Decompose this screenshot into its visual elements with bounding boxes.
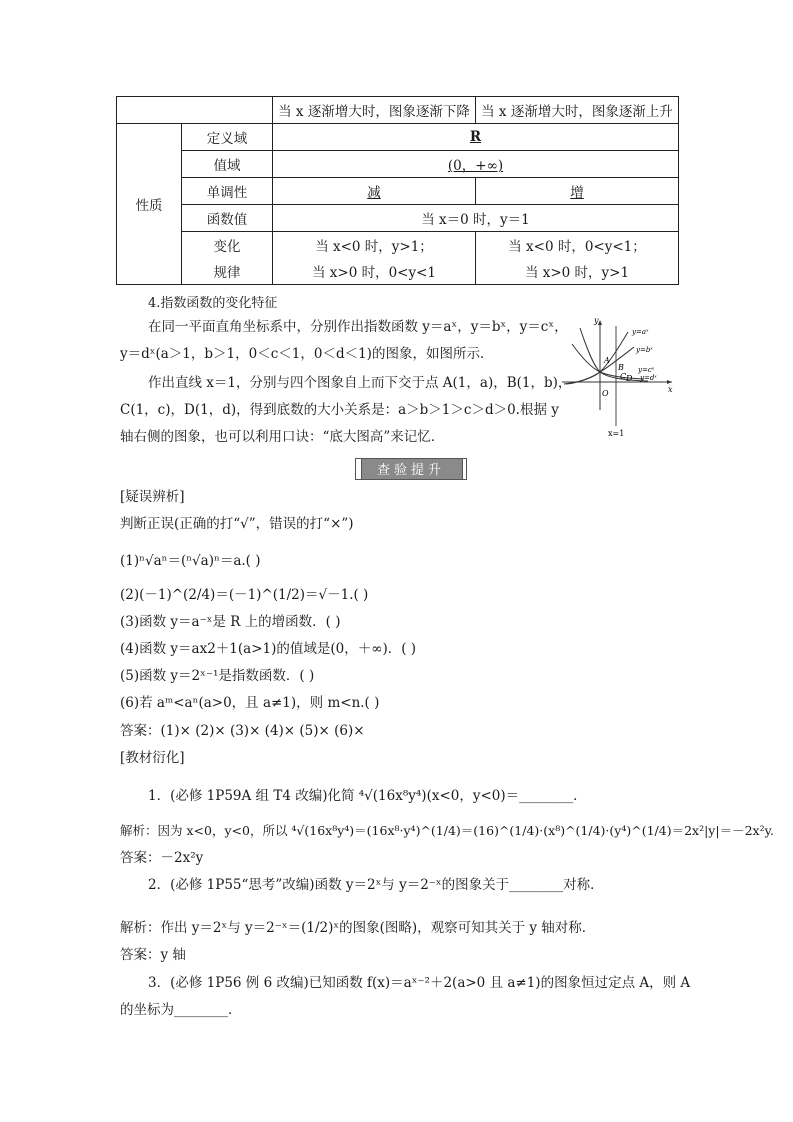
table-corner: [117, 97, 273, 124]
point-d-label: D: [626, 374, 633, 383]
header-increasing: 当 x 逐渐增大时，图象逐渐上升: [476, 97, 679, 124]
exercise-3-line-2: 的坐标为________．: [120, 1002, 242, 1018]
header-decreasing: 当 x 逐渐增大时，图象逐渐下降: [273, 97, 476, 124]
function-value: 当 x＝0 时，y＝1: [273, 205, 679, 232]
curve-d-label: y=dˣ: [640, 374, 657, 382]
change-left-2: 当 x>0 时，0<y<1: [273, 258, 476, 285]
paragraph-line: 作出直线 x＝1，分别与四个图象自上而下交于点 A(1，a)，B(1，b)，: [148, 375, 572, 391]
change-left-1: 当 x<0 时，y>1；: [273, 232, 476, 259]
exercise-1-answer: 答案：－2x²y: [120, 850, 204, 866]
properties-table: [116, 96, 679, 285]
quiz-item-6: (6)若 aᵐ<aⁿ(a>0，且 a≠1)，则 m<n.( ): [120, 695, 380, 711]
x-axis-label: x: [668, 385, 673, 394]
paragraph-line: 轴右侧的图象，也可以利用口诀：“底大图高”来记忆．: [120, 429, 445, 445]
monotone-left: [273, 178, 476, 205]
row-label-monotonicity: 单调性: [182, 178, 273, 205]
section-heading: 4.指数函数的变化特征: [148, 296, 278, 311]
curve-a-label: y=aˣ: [632, 328, 649, 336]
point-c-label: C: [620, 372, 627, 381]
y-axis-label: y: [594, 316, 599, 325]
quiz-item-1: (1)ⁿ√aⁿ＝(ⁿ√a)ⁿ＝a.( ): [120, 553, 261, 569]
monotone-right-text: 增: [570, 185, 584, 201]
exercise-1: 1．(必修 1P59A 组 T4 改编)化简 ⁴√(16x⁸y⁴)(x<0，y<0)＝________．: [148, 788, 587, 804]
monotone-left-text: 减: [367, 185, 381, 201]
row-label-domain: 定义域: [182, 124, 273, 151]
point-b-label: B: [618, 363, 624, 372]
exercise-2: 2．(必修 1P55“思考”改编)函数 y＝2ˣ与 y＝2⁻ˣ的图象关于________对称．: [148, 877, 604, 893]
point-a-label: A: [604, 356, 610, 365]
row-label-range: 值域: [182, 151, 273, 178]
x-axis-arrow: [667, 380, 672, 384]
quiz-intro: 判断正误(正确的打“√”，错误的打“×”): [120, 516, 354, 532]
section-banner: [355, 456, 467, 480]
quiz-item-3: (3)函数 y＝a⁻ˣ是 R 上的增函数．( ): [120, 614, 341, 630]
banner-label: 查验提升: [376, 463, 445, 478]
origin-label: O: [602, 389, 609, 398]
quiz-answer: 答案：(1)× (2)× (3)× (4)× (5)× (6)×: [120, 723, 365, 739]
row-label-function-value: 函数值: [182, 205, 273, 232]
range-value: [273, 151, 679, 178]
range-value-text: (0，+∞): [447, 158, 504, 174]
paragraph-line: 在同一平面直角坐标系中，分别作出指数函数 y＝aˣ，y＝bˣ，y＝cˣ，: [148, 319, 568, 335]
exponential-graph: [560, 314, 680, 440]
domain-value: [273, 124, 679, 151]
curve-c-label: y=cˣ: [638, 366, 655, 374]
line-label: x=1: [608, 429, 625, 438]
textbook-tag: [教材衍化]: [120, 750, 185, 766]
exercise-3-line-1: 3．(必修 1P56 例 6 改编)已知函数 f(x)＝aˣ⁻²＋2(a>0 且 a≠1)的图象恒过定点 A，则 A: [148, 975, 691, 991]
quiz-item-4: (4)函数 y＝ax2＋1(a>1)的值域是(0，＋∞)．( ): [120, 641, 417, 657]
row-label-rule: 规律: [182, 258, 273, 285]
quiz-item-5: (5)函数 y＝2ˣ⁻¹是指数函数．( ): [120, 668, 315, 684]
exercise-2-solution: 解析：作出 y＝2ˣ与 y＝2⁻ˣ＝(1/2)ˣ的图象(图略)，观察可知其关于 y 轴对称．: [120, 920, 596, 936]
change-right-2: 当 x>0 时，y>1: [476, 258, 679, 285]
exercise-1-solution: 解析：因为 x<0，y<0，所以 ⁴√(16x⁸y⁴)＝(16x⁸·y⁴)^(1/4)＝(16)^(1/4)·(x⁸)^(1/4)·(y⁴)^(1/4)＝2x²|y|＝－2x²y.: [120, 823, 774, 838]
quiz-item-2: (2)(－1)^(2/4)＝(－1)^(1/2)＝√－1.( ): [120, 587, 369, 603]
quiz-tag: [疑误辨析]: [120, 489, 185, 505]
y-axis-arrow: [598, 320, 602, 325]
paragraph-line: y＝dˣ(a＞1，b＞1，0＜c＜1，0＜d＜1)的图象，如图所示．: [120, 346, 494, 362]
section-label-properties: 性质: [117, 124, 182, 285]
curve-b-label: y=bˣ: [636, 346, 653, 354]
monotone-right: [476, 178, 679, 205]
change-right-1: 当 x<0 时，0<y<1；: [476, 232, 679, 259]
exercise-2-answer: 答案：y 轴: [120, 947, 186, 963]
row-label-change: 变化: [182, 232, 273, 259]
domain-value-text: R: [469, 129, 482, 145]
paragraph-line: C(1，c)，D(1，d)，得到底数的大小关系是：a＞b＞1＞c＞d＞0.根据 y: [120, 402, 559, 418]
